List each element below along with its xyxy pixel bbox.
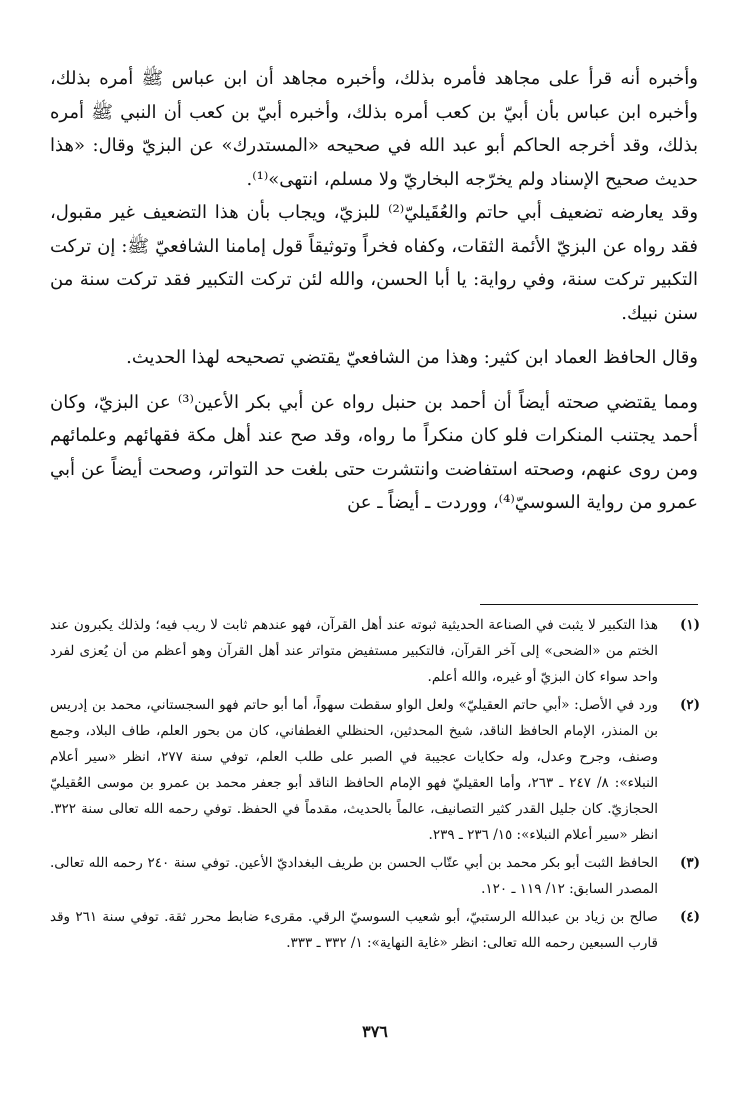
body-paragraph-1: وأخبره أنه قرأ على مجاهد فأمره بذلك، وأخبره مجاهد أن ابن عباس ﷺ أمره بذلك، وأخبره ابن عباس بأن أبيّ بن كعب أمره بذلك، وأخبره أبيّ بن كعب أن النبي ﷺ أمره بذلك، وقد أخرجه الحاكم أبو عبد الله في صحيحه «المستدرك» عن البزيّ وقال: «هذا حديث صحيح الإسناد ولم يخرّجه البخاريّ ولا مسلم، انتهى»⁽¹⁾. [50,68,698,190]
footnote-marker: (٣) [679,855,700,871]
body-paragraph-4: ومما يقتضي صحته أيضاً أن أحمد بن حنبل رواه عن أبي بكر الأعين⁽³⁾ عن البزيّ، وكان أحمد يجتنب المنكرات فلو كان منكراً ما رواه، وقد صح عند أهل مكة فقهائهم وعلمائهم ومن روى عنهم، وصحته استفاضت وانتشرت حتى بلغت حد التواتر، وصحت أيضاً عن أبي عمرو من رواية السوسيّ⁽⁴⁾، ووردت ـ أيضاً ـ عن [50,391,698,513]
body-paragraph-3: وقال الحافظ العماد ابن كثير: وهذا من الشافعيّ يقتضي تصحيحه لهذا الحديث. [126,347,698,368]
footnote-marker: (٢) [679,697,700,713]
footnotes [50,612,700,958]
footnote [50,904,700,956]
footnote-divider [480,604,698,605]
page-number: ٣٧٦ [362,1022,388,1041]
footnote-marker: (١) [679,617,700,633]
footnote-text: هذا التكبير لا يثبت في الصناعة الحديثية ثبوته عند أهل القرآن، فهو عندهم ثابت لا ريب فيه؛ ولذلك يكبرون عند الختم من «الضحى» إلى آخر القرآن، فالتكبير مستفيض متواتر عند أهل القرآن وهو أعظم من أن يُعزى لفرد واحد سواء كان البزيّ أو غيره، والله أعلم. [50,617,658,685]
main-text [50,62,698,520]
footnote [50,692,700,848]
body-paragraph-2: وقد يعارضه تضعيف أبي حاتم والعُقَيليّ⁽²⁾ للبزيّ، ويجاب بأن هذا التضعيف غير مقبول، فقد رواه عن البزيّ الأئمة الثقات، وكفاه فخراً وتوثيقاً قول إمامنا الشافعيّ ﷺ: إن تركت التكبير تركت سنة، وفي رواية: يا أبا الحسن، والله لئن تركت التكبير فقد تركت سنة من سنن نبيك. [50,202,699,324]
footnote-text: الحافظ الثبت أبو بكر محمد بن أبي عتّاب الحسن بن طريف البغداديّ الأعين. توفي سنة ٢٤٠ رحمه الله تعالى. المصدر السابق: ١٢/ ١١٩ ـ ١٢٠. [50,855,658,897]
footnote-text: ورد في الأصل: «أبي حاتم العقيليّ» ولعل الواو سقطت سهواً، أما أبو حاتم فهو السجستاني، محمد بن إدريس بن المنذر، الإمام الحافظ الناقد، شيخ المحدثين، الحنظلي الغطفاني، كان من بحور العلم، طاف البلاد، وجمع وصنف، وجرح وعدل، وله حكايات عجيبة في الصبر على طلب العلم، توفي سنة ٢٧٧، انظر «سير أعلام النبلاء»: ٨/ ٢٤٧ ـ ٢٦٣، وأما العقيليّ فهو الإمام الحافظ الناقد أبو جعفر محمد بن عمرو بن موسى العُقيليّ الحجازيّ. كان جليل القدر كثير التصانيف، عالماً بالحديث، مقدماً في الحفظ. توفي رحمه الله تعالى سنة ٣٢٢. انظر «سير أعلام النبلاء»: ١٥/ ٢٣٦ ـ ٢٣٩. [50,697,659,843]
footnote [50,612,700,690]
footnote [50,850,700,902]
footnote-marker: (٤) [679,909,700,925]
footnote-text: صالح بن زياد بن عبدالله الرستبيّ، أبو شعيب السوسيّ الرقي. مقرىء ضابط محرر ثقة. توفي سنة ٢٦١ وقد قارب السبعين رحمه الله تعالى: انظر «غاية النهاية»: ١/ ٣٣٢ ـ ٣٣٣. [50,909,658,951]
